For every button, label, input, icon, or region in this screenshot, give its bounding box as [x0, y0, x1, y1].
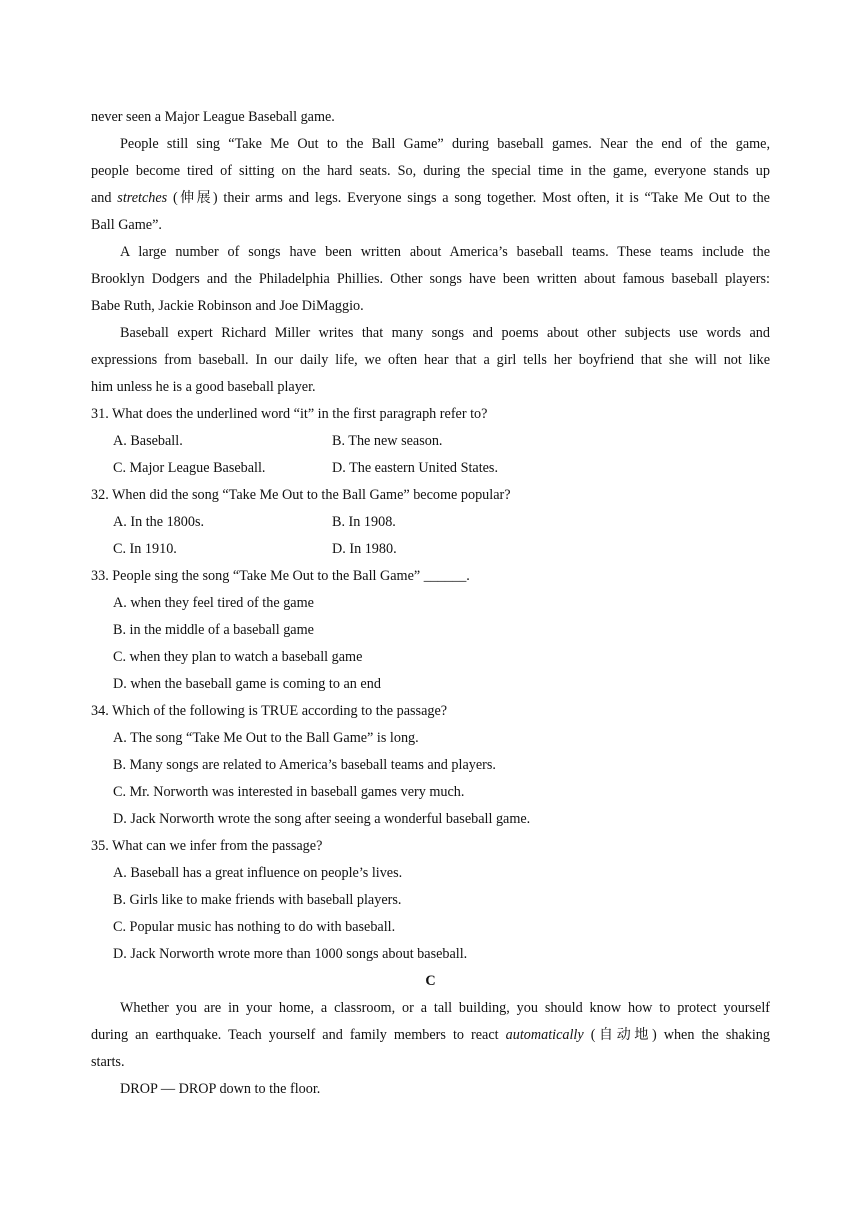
- option-row: [91, 509, 770, 536]
- option-a: A. when they feel tired of the game: [113, 595, 314, 611]
- paragraph-line: [91, 185, 770, 212]
- question-stem: 35. What can we infer from the passage?: [91, 838, 323, 854]
- section-heading: C: [425, 973, 436, 989]
- paragraph-line: expressions from baseball. In our daily life, we often hear that a girl tells her boyfriend that she will not like: [91, 352, 770, 368]
- option-row: [91, 428, 770, 455]
- option-row: [91, 536, 770, 563]
- paragraph-line: Whether you are in your home, a classroom, or a tall building, you should know how to protect yourself: [120, 1000, 770, 1016]
- paragraph-line: Baseball expert Richard Miller writes that many songs and poems about other subjects use words and: [120, 325, 770, 341]
- option-b: B. The new season.: [332, 433, 443, 449]
- question-stem: 34. Which of the following is TRUE according to the passage?: [91, 703, 448, 719]
- paragraph-songs: [91, 239, 770, 320]
- question-35: [91, 833, 770, 968]
- option-a: A. The song “Take Me Out to the Ball Game” is long.: [113, 730, 419, 746]
- paragraph-drop: DROP — DROP down to the floor.: [120, 1081, 321, 1097]
- option-c: C. In 1910.: [113, 541, 177, 557]
- question-33: [91, 563, 770, 698]
- paragraph-line: Ball Game”.: [91, 217, 162, 233]
- question-34: [91, 698, 770, 833]
- text-run: (自动地) when the shaking: [583, 1027, 770, 1043]
- question-32: [91, 482, 770, 563]
- option-a: A. Baseball has a great influence on people’s lives.: [113, 865, 403, 881]
- option-c: C. when they plan to watch a baseball game: [113, 649, 363, 665]
- paragraph-line: People still sing “Take Me Out to the Ball Game” during baseball games. Near the end of the game,: [120, 136, 770, 152]
- paragraph-line: Babe Ruth, Jackie Robinson and Joe DiMaggio.: [91, 298, 364, 314]
- text-run: (伸展) their arms and legs. Everyone sings a song together. Most often, it is “Take Me Out to the: [167, 190, 770, 206]
- option-d: D. Jack Norworth wrote more than 1000 songs about baseball.: [113, 946, 468, 962]
- option-c: C. Popular music has nothing to do with baseball.: [113, 919, 396, 935]
- option-b: B. Girls like to make friends with baseball players.: [113, 892, 402, 908]
- text-run: and: [91, 190, 118, 206]
- paragraph-line: people become tired of sitting on the hard seats. So, during the special time in the game, everyone stands up: [91, 163, 770, 179]
- paragraph-line: Brooklyn Dodgers and the Philadelphia Phillies. Other songs have been written about famous baseball players:: [91, 271, 770, 287]
- option-d: D. when the baseball game is coming to an end: [113, 676, 381, 692]
- option-d: D. In 1980.: [332, 541, 397, 557]
- question-31: [91, 401, 770, 482]
- option-b: B. in the middle of a baseball game: [113, 622, 314, 638]
- option-a: A. In the 1800s.: [113, 514, 205, 530]
- paragraph-line: starts.: [91, 1054, 125, 1070]
- italic-term: stretches: [117, 190, 168, 206]
- text-run: during an earthquake. Teach yourself and family members to react: [91, 1027, 506, 1043]
- option-b: B. Many songs are related to America’s baseball teams and players.: [113, 757, 496, 773]
- question-stem: 32. When did the song “Take Me Out to the Ball Game” become popular?: [91, 487, 511, 503]
- paragraph-earthquake: [91, 995, 770, 1076]
- option-c: C. Major League Baseball.: [113, 460, 266, 476]
- option-row: [91, 455, 770, 482]
- document-page: [91, 104, 770, 1103]
- paragraph-line: A large number of songs have been written about America’s baseball teams. These teams include the: [120, 244, 770, 260]
- option-a: A. Baseball.: [113, 433, 183, 449]
- question-stem: 33. People sing the song “Take Me Out to the Ball Game” ______.: [91, 568, 470, 584]
- option-c: C. Mr. Norworth was interested in baseball games very much.: [113, 784, 465, 800]
- option-b: B. In 1908.: [332, 514, 396, 530]
- option-d: D. Jack Norworth wrote the song after seeing a wonderful baseball game.: [113, 811, 531, 827]
- paragraph-expert: [91, 320, 770, 401]
- option-d: D. The eastern United States.: [332, 460, 499, 476]
- paragraph-line: him unless he is a good baseball player.: [91, 379, 316, 395]
- question-stem: 31. What does the underlined word “it” in the first paragraph refer to?: [91, 406, 488, 422]
- paragraph-line: [91, 1022, 770, 1049]
- paragraph-sing: [91, 131, 770, 239]
- passage-b-tail-line: never seen a Major League Baseball game.: [91, 109, 335, 125]
- italic-term: automatically: [505, 1027, 584, 1043]
